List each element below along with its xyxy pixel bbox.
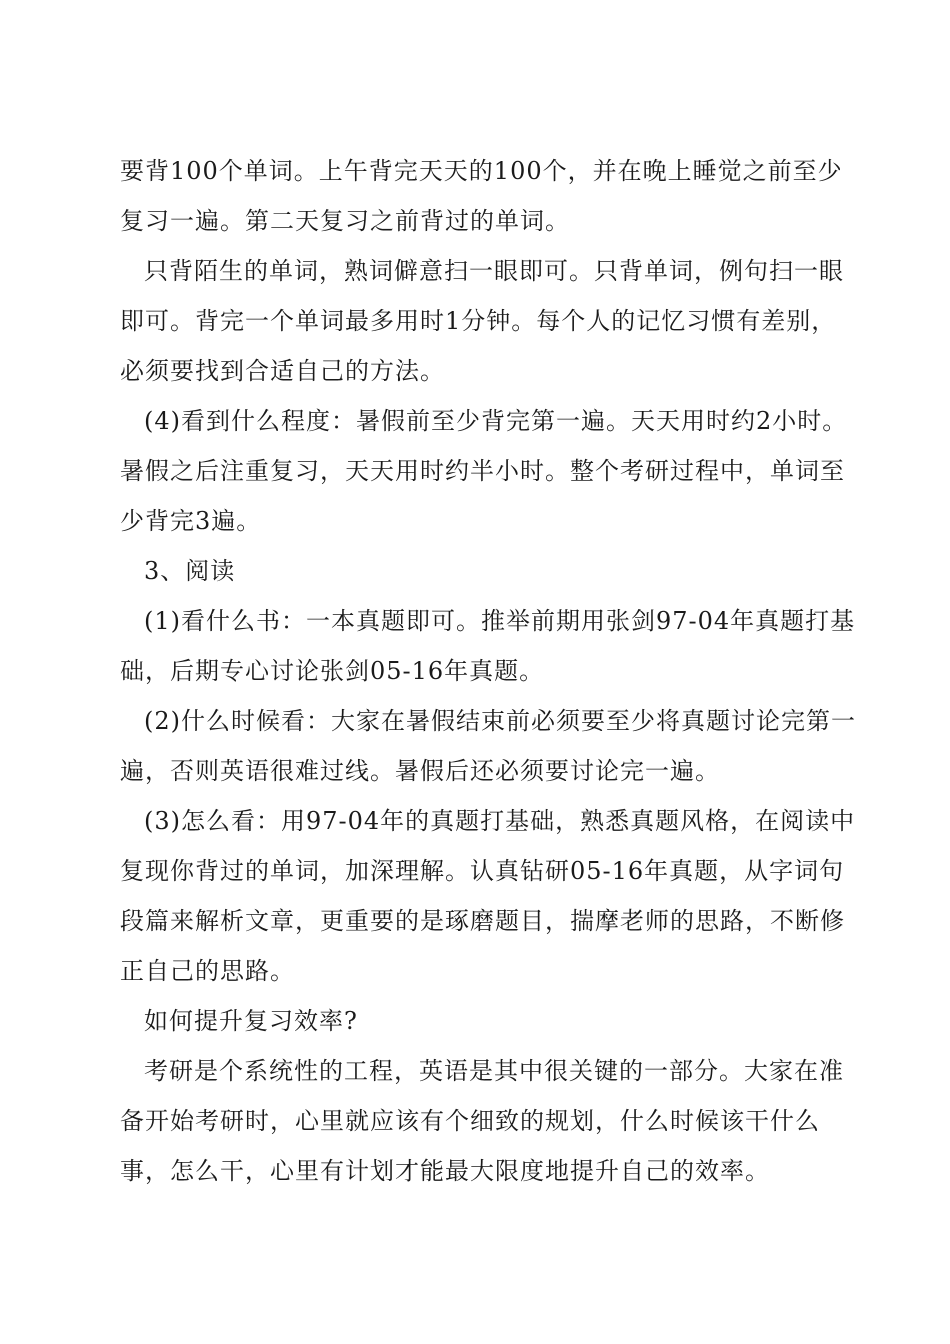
document-body xyxy=(120,146,860,1196)
paragraph: (3)怎么看：用97-04年的真题打基础，熟悉真题风格，在阅读中复现你背过的单词，加深理解。认真钻研05-16年真题，从字词句段篇来解析文章，更重要的是琢磨题目，揣摩老师的思路，不断修正自己的思路。 xyxy=(120,807,856,985)
paragraph: (2)什么时候看：大家在暑假结束前必须要至少将真题讨论完第一遍，否则英语很难过线。暑假后还必须要讨论完一遍。 xyxy=(120,707,856,785)
paragraph: (1)看什么书：一本真题即可。推举前期用张剑97-04年真题打基础，后期专心讨论张剑05-16年真题。 xyxy=(120,607,856,685)
paragraph: (4)看到什么程度：暑假前至少背完第一遍。天天用时约2小时。暑假之后注重复习，天天用时约半小时。整个考研过程中，单词至少背完3遍。 xyxy=(120,407,848,535)
paragraph: 考研是个系统性的工程，英语是其中很关键的一部分。大家在准备开始考研时，心里就应该有个细致的规划，什么时候该干什么事，怎么干，心里有计划才能最大限度地提升自己的效率。 xyxy=(120,1057,844,1185)
section-heading: 3、阅读 xyxy=(144,557,236,585)
paragraph: 要背100个单词。上午背完天天的100个，并在晚上睡觉之前至少复习一遍。第二天复习之前背过的单词。 xyxy=(120,157,843,235)
paragraph: 只背陌生的单词，熟词僻意扫一眼即可。只背单词，例句扫一眼即可。背完一个单词最多用时1分钟。每个人的记忆习惯有差别，必须要找到合适自己的方法。 xyxy=(120,257,844,385)
question-heading: 如何提升复习效率? xyxy=(144,1007,358,1035)
